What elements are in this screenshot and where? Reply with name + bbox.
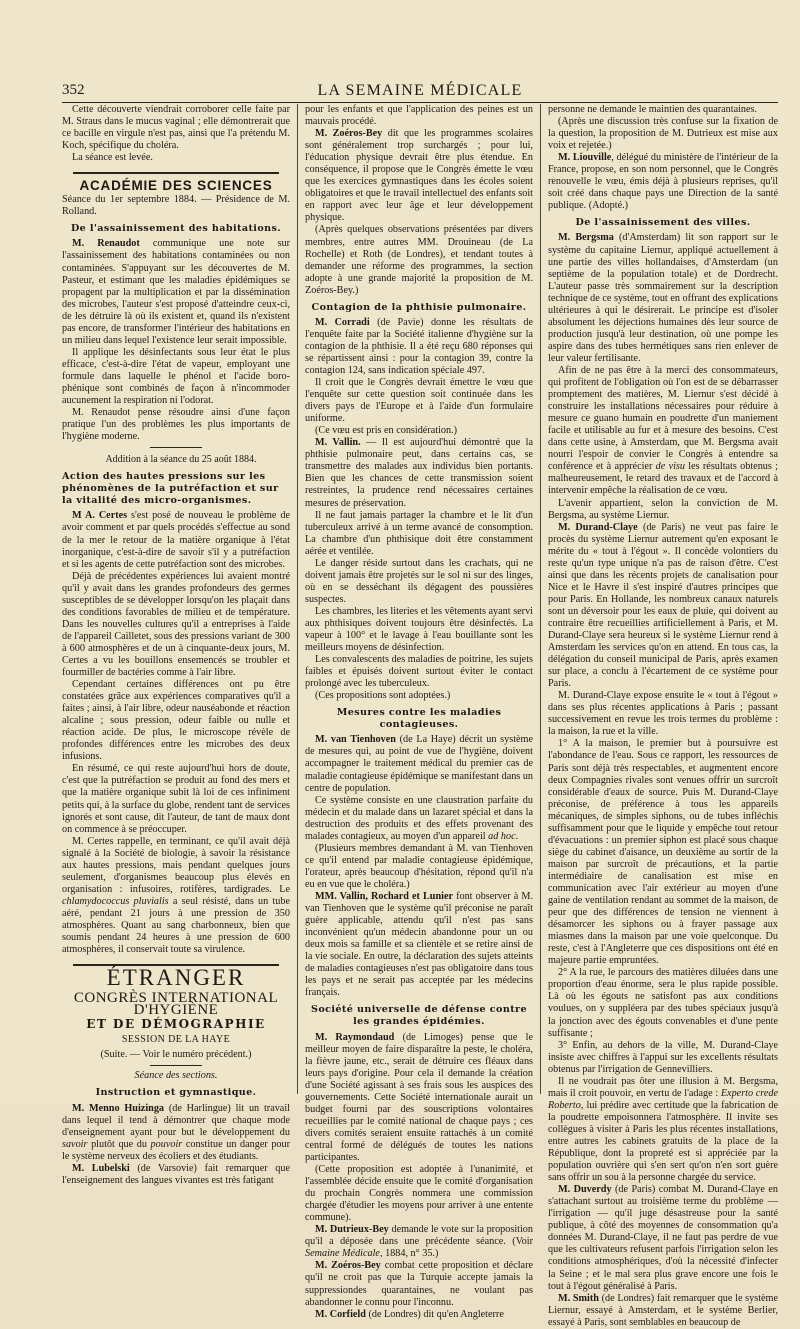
paragraph: M. Certes rappelle, en terminant, ce qu'il avait déjà signalé à la Société de biologie, à savoir la résistance aux hautes pressions, mais pendant quelques jours seulement, d'organismes beaucoup plus élevés en organisation : infusoires, rotifères, tardigrades. Le chlamydococcus pluvialis a seul résisté, dans un tube aéré, pendant 21 jours à une pression de 350 atmosphères. Quant au sang charbonneux, bien que soumis pendant 24 heures à une pression de 600 atmosphères, il conservait toute sa virulence. bbox=[62, 835, 290, 956]
continuation-note: (Suite. — Voir le numéro précédent.) bbox=[100, 1049, 252, 1061]
column-divider bbox=[540, 104, 541, 1094]
paragraph: Il applique les désinfectants sous leur état le plus efficace, c'est-à-dire l'état de vapeur, employant une formule dans laquelle le phénol et l'acide boro-phénique sont combinés de façon à n'incommoder aucunement la respiration ni l'odorat. bbox=[62, 346, 290, 407]
paragraph: Les chambres, les literies et les vêtements ayant servi aux phthisiques doivent toujours être désinfectés. La vapeur à 100° et le lavage à l'eau bouillante sont les meilleurs moyens de désinfection. bbox=[305, 605, 533, 654]
speaker-name: M. Renaudot bbox=[72, 238, 140, 250]
speaker-name: M. Lubelski bbox=[72, 1162, 130, 1174]
speaker-name: M. Zoéros-Bey bbox=[315, 1260, 381, 1272]
paragraph: M. Smith (de Londres) fait remarquer que le système Liernur, essayé à Amsterdam, et le système Berlier, essayé à Paris, sont semblables en beaucoup de bbox=[548, 1292, 778, 1328]
divider bbox=[150, 447, 202, 448]
speaker-name: M. Menno Huizinga bbox=[72, 1102, 165, 1114]
paragraph: pour les enfants et que l'application des peines est un mauvais procédé. bbox=[305, 104, 533, 128]
paragraph: 2° A la rue, le parcours des matières diluées dans une proportion d'eau énorme, sera le plus rapide possible. Là où les égouts ne satisfont pas aux conditions voulues, on y suppléera par des tubes spéciaux jusqu'à la jonction avec des égouts convenables et d'une pente suffisante ; bbox=[548, 967, 778, 1039]
congress-subtitle: ET DE DÉMOGRAPHIE bbox=[86, 1017, 266, 1032]
paragraph: Cependant certaines différences ont pu être constatées grâce aux expériences comparatives qu'il a faites ; ainsi, à l'air libre, odeur nauséabonde et réaction alcaline ; sous pression, odeur faible ou nulle et réaction acide. De plus, le microscope révèle de profondes différences entre les microbes des deux infusions. bbox=[62, 679, 290, 763]
page-header bbox=[62, 80, 778, 103]
paragraph: M. Zoéros-Bey combat cette proposition et déclare qu'il ne croit pas que la Turquie accepte jamais la suppressiondes quarantaines, ne voulant pas abandonner le connu pour l'inconnu. bbox=[305, 1260, 533, 1308]
session-title: Séance des sections. bbox=[134, 1070, 218, 1082]
paragraph: Le danger réside surtout dans les crachats, qui ne doivent jamais être projetés sur le sol ni sur des linges, où en se desséchant ils dégagent des poussières suspectes. bbox=[305, 557, 533, 605]
section-rule bbox=[73, 172, 278, 174]
paragraph: La séance est levée. bbox=[72, 152, 153, 164]
paragraph: M A. Certes s'est posé de nouveau le problème de avoir comment et par quels procédés s'effectue au sond de la mer le retour de la matière organique à l'état inorganique, c'est-à-dire de savoir s'il y a putréfaction et si les agents de cette putréfaction sont des microbes. bbox=[62, 510, 290, 570]
paragraph: Déjà de précédentes expériences lui avaient montré qu'il y avait dans les grandes profondeurs des germes susceptibles de se développer lorsqu'on les plaçait dans des conditions favorables de milieu et de température. Dans les nouvelles cultures qu'il a entreprises à l'aide de l'appareil Cailletet, sous des pressions variant de 300 à 600 atmosphères et de un à cinquante-deux jours, M. Certes a vu les bouillons ensemencés se troubler et fourmiller de bactéries comme à l'air libre. bbox=[62, 570, 290, 679]
section-title: ÉTRANGER bbox=[106, 965, 246, 991]
paragraph: M. Durand-Claye expose ensuite le « tout à l'égout » dans ses plus récentes applications à Paris ; passant successivement en revue les trois termes du problème : la maison, la rue et la ville. bbox=[548, 690, 778, 738]
paragraph: M. Raymondaud (de Limoges) pense que le meilleur moyen de faire disparaître la peste, le choléra, la fièvre jaune, etc., serait de détruire ces fléaux dans leurs pays d'origine. Pour cela il demande la création d'une Société agissant à ses frais sous les auspices des gouvernements. Cette Société internationale aurait un budget fourni par des souscriptions volontaires recueillies par le comité national de chaque pays ; ces divers comités seraient ensuite rattachés à un comité central formé de délégués de toutes les nations participantes. bbox=[305, 1031, 534, 1163]
speaker-name: M. Vallin. bbox=[315, 437, 361, 449]
paragraph: Il croit que le Congrès devrait émettre le vœu que l'enquête sur cette question soit continuée dans les divers pays de l'Europe et à l'aide d'un formulaire uniforme. bbox=[305, 377, 533, 425]
speaker-name: M A. Certes bbox=[72, 510, 128, 522]
paragraph: M. Renaudot communique une note sur l'assainissement des habitations contaminées ou non contaminées. S'appuyant sur les découvertes de M. Pasteur, et estimant que les maladies épidémiques se propagent par la multiplication et par la dissémination des microbes, l'auteur s'est proposé d'atteindre ceux-ci, de les détruire là où ils existent et, quand ils n'existent pas encore, de transformer l'intérieur des habitations en un milieu dans lequel l'existence leur serait impossible. bbox=[62, 238, 290, 346]
paragraph: Il ne faut jamais partager la chambre et le lit d'un tuberculeux arrivé à un terme avancé de consomption. La chambre d'un phthisique doit être constamment aérée et ventilée. bbox=[305, 509, 533, 557]
speaker-name: M. Zoéros-Bey bbox=[315, 128, 383, 140]
journal-title: LA SEMAINE MÉDICALE bbox=[317, 82, 523, 99]
paragraph: (Après une discussion très confuse sur la fixation de la question, la proposition de M. Dutrieux est mise aux voix et rejetée.) bbox=[548, 116, 778, 152]
page-number: 352 bbox=[62, 82, 85, 98]
subsection-title: Contagion de la phthisie pulmonaire. bbox=[311, 301, 527, 313]
paragraph: M. Renaudot pense résoudre ainsi d'une façon pratique l'un des problèmes les plus importants de l'hygiène moderne. bbox=[62, 407, 290, 443]
paragraph: Cette découverte viendrait corroborer celle faite par M. Straus dans le mucus vaginal ; elle démontrerait que ce bacille en virgule n'est pas, ainsi que l'a prétendu M. Koch, spécifique du choléra. bbox=[62, 104, 290, 152]
paragraph: personne ne demande le maintien des quarantaines. bbox=[548, 104, 758, 115]
subsection-title: Mesures contre les maladies contagieuses. bbox=[336, 707, 502, 731]
paragraph: (Ces propositions sont adoptées.) bbox=[315, 690, 451, 702]
speaker-name: M. Raymondaud bbox=[315, 1031, 395, 1043]
subsection-title: De l'assainissement des habitations. bbox=[70, 223, 282, 235]
paragraph: M. Dutrieux-Bey demande le vote sur la proposition qu'il a déposée dans une précédente séance. (Voir Semaine Médicale, 1884, n° 35.) bbox=[305, 1224, 533, 1260]
paragraph: 3° Enfin, au dehors de la ville, M. Durand-Claye insiste avec chiffres à l'appui sur les excellents résultats obtenus par l'irrigation de Gennevilliers. bbox=[548, 1039, 778, 1075]
paragraph: (Cette proposition est adoptée à l'unanimité, et l'assemblée décide ensuite que le comité d'organisation du prochain Congrès nommera une commission chargée d'étudier les moyens pour arriver à une entente commune). bbox=[305, 1164, 533, 1224]
paragraph: (Ce vœu est pris en considération.) bbox=[315, 425, 458, 437]
paragraph: MM. Vallin, Rochard et Lunier font observer à M. van Tienhoven que le système qu'il préconise ne paraît guère applicable, attendu qu'il n'est pas sans inconvénient qu'un médecin abandonne pour un ou deux mois sa famille et sa clientèle et se retire ainsi de la vie sociale. En outre, la déclaration des sujets atteints de maladies contagieuses n'est pas obligatoire dans tous les pays et ne serait pas acceptée par les médecins français. bbox=[305, 891, 533, 999]
speaker-name: M. Duverdy bbox=[558, 1184, 612, 1196]
paragraph: M. Durand-Claye (de Paris) ne veut pas faire le procès du système Liernur autrement qu'en exposant le mérite du « tout à l'égout ». Il concède volontiers du reste qu'un type unique n'a pas de raison d'être. C'est ainsi que dans les récents projets de canalisation pour Nice et le Havre il s'est inspiré d'autres principes que pour Paris. En Hollande, les nombreux canaux naturels sont un déversoir pour les eaux de pluie, qui doivent au contraire être recueillies artificiellement à Paris, et M. Durand-Claye sera heureux si le système Liernur rend à Amsterdam les services qu'on en attend. En tous cas, la délégation du conseil municipal de Paris, après examen sur place, a conclu à l'écartement de ce système pour Paris. bbox=[548, 521, 779, 690]
speaker-name: M. Corradi bbox=[315, 316, 370, 328]
paragraph: M. van Tienhoven (de La Haye) décrit un système de mesures qui, au point de vue de l'hygiène, doivent accompagner le traitement médical du premier cas de maladie contagieuse épidémique se manifestant dans un centre de population. bbox=[305, 734, 534, 794]
paragraph: M. Vallin. — Il est aujourd'hui démontré que la phthisie pulmonaire peut, dans certains cas, se transmettre des malades aux individus bien portants. Bien que les chances de cette transmission soient restreintes, la prudence rend nécessaires certaines mesures de préservation. bbox=[305, 437, 534, 509]
paragraph: L'avenir appartient, selon la conviction de M. Bergsma, au système Liernur. bbox=[548, 497, 778, 521]
session-line: Séance du 1er septembre 1884. — Présidence de M. Rolland. bbox=[62, 194, 290, 218]
speaker-name: M. Durand-Claye bbox=[558, 521, 638, 533]
speaker-name: M. Dutrieux-Bey bbox=[315, 1224, 389, 1236]
paragraph: Afin de ne pas être à la merci des consommateurs, qui profitent de l'obligation où l'on est de se débarrasser promptement des matières, M. Liernur s'est décidé à construire les installations nécessaires pour réduire à mesure ce guano humain en poudrette d'un maniement facile et utilisable au fur et à mesure des besoins. C'est dans cette usine, à Amsterdam, que M. Bergsma avait nourri l'espoir de convier le Congrès à entendre sa conférence et à apprécier de visu les résultats obtenus ; malheureusement, le retard des travaux et de l'accord à intervenir empêche la réalisation de ce vœu. bbox=[548, 364, 778, 497]
speaker-name: MM. Vallin, Rochard et Lunier bbox=[315, 891, 454, 902]
divider bbox=[150, 1065, 202, 1066]
paragraph: M. Zoéros-Bey dit que les programmes scolaires sont généralement trop surchargés ; pour lui, l'éducation physique devrait être plus étendue. En conséquence, il propose que le Congrès émette le vœu que les exercices gymnastiques dans les écoles soient obligatoires et que le travail intellectuel des enfants soit en rapport avec leur âge et leur développement physique. bbox=[305, 128, 533, 224]
subsection-title: Action des hautes pressions sur les phénomènes de la putréfaction et sur la vitalité des micro-organismes. bbox=[62, 471, 279, 507]
paragraph: 1° A la maison, le premier but à poursuivre est l'abondance de l'eau. Sous ce rapport, les ressources de Paris sont déjà très respectables, et augmentent encore deux Compagnies rivales sont venues offrir un surcroît considérable d'eaux de source. Puis M. Durand-Claye préconise, de préférence à tous les appareils mécaniques, de simples siphons, ou de tubes infléchis suffisamment pour que le liquide y empêche tout retour d'évacuations : un premier siphon est placé sous chaque siège du cabinet d'aisance, un deuxième au sortir de la maison par surcroît de précautions, et la partie intermédiaire de canalisation est mise en communication avec l'air extérieur au moyen d'une gaine de ventilation rendant au sommet de la maison, de peur que des différences de tension ne viennent à désamorcer les siphons ou à frayer passage aux miasmes dans la maison par une voie quelconque. Du reste, c'est à l'Angleterre que ces dispositions ont été en majeure partie empruntées. bbox=[548, 738, 778, 967]
paragraph: Il ne voudrait pas ôter une illusion à M. Bergsma, mais il croit pouvoir, en vertu de l'adage : Experto crede Roberto, lui prédire avec certitude que la fabrication de la poudrette empoisonnera l'atmosphère. Il invite ses collègues à visiter à Paris les plus récentes installations, entre autres les cabinets gratuits de la place de la République, dont la propreté est si appréciée par la population ouvrière qui s'en sert qu'on n'en sort guère sans offrir un sou à la personne chargée du service. bbox=[548, 1075, 778, 1184]
column-1 bbox=[62, 104, 291, 1186]
speaker-name: M. van Tienhoven bbox=[315, 734, 396, 746]
column-divider bbox=[297, 104, 298, 1094]
addition-line: Addition à la séance du 25 août 1884. bbox=[105, 454, 257, 466]
paragraph: M. Lubelski (de Varsovie) fait remarquer que l'enseignement des langues vivantes est très fatigant bbox=[62, 1162, 291, 1186]
congress-title: CONGRÈS INTERNATIONAL D'HYGIÈNE bbox=[73, 990, 279, 1019]
speaker-name: M. Corfield bbox=[315, 1308, 366, 1320]
session-name: SESSION DE LA HAYE bbox=[121, 1034, 231, 1046]
paragraph: (Après quelques observations présentées par divers membres, entre autres MM. Drouineau (de La Rochelle) et Roth (de Londres), et tendant toutes à demander une réforme des programmes, la section adopte à une grande majorité la proposition de M. Zoéros-Bey.) bbox=[305, 224, 533, 296]
subsection-title: De l'assainissement des villes. bbox=[575, 217, 751, 229]
paragraph: M. Menno Huizinga (de Harlingue) lit un travail dans lequel il tend à démontrer que chaque mode d'enseignement ayant pour but le développement du savoir plutôt que du pouvoir constitue un danger pour le système nerveux des écoliers et des étudiants. bbox=[62, 1102, 291, 1162]
paragraph: M. Bergsma (d'Amsterdam) lit son rapport sur le système du capitaine Liernur, appliqué actuellement à une partie des villes hollandaises, d'Amsterdam (un septième de la population totale) et de Dordrecht. L'auteur passe très sommairement sur la description technique de ce système, tout en offrant des explications ultérieures à qui le désirerait. Le principe est d'isoler absolument les déjections humaines dès leur source de production jusqu'à leur destination, où une pompe les aspire dans des tubes hermétiques sans rien enlever de leur valeur fertilisante. bbox=[548, 232, 779, 364]
paragraph: (Plusieurs membres demandant à M. van Tienhoven ce qu'il entend par maladie contagieuse épidémique, l'orateur, après beaucoup d'hésitation, répond qu'il n'a eu en vue que le choléra.) bbox=[305, 842, 533, 890]
paragraph: M. Corfield (de Londres) dit qu'en Angleterre bbox=[315, 1308, 504, 1320]
paragraph: Les convalescents des maladies de poitrine, les sujets faibles et épuisés doivent surtout éviter le contact prolongé avec les tuberculeux. bbox=[305, 654, 533, 690]
paragraph: Ce système consiste en une claustration parfaite du médecin et du malade dans un lazaret spécial et dans la destruction des produits et des effets provenant des malades contagieux, au moyen d'un appareil ad hoc. bbox=[305, 794, 533, 842]
paragraph: M. Liouville, délégué du ministère de l'intérieur de la France, propose, en son nom personnel, que le Congrès renouvelle le vœu, émis déjà à plusieurs reprises, qu'il soit créé dans chaque pays une Direction de la santé publique. (Adopté.) bbox=[548, 152, 778, 212]
subsection-title: Instruction et gymnastique. bbox=[95, 1087, 257, 1099]
section-title: ACADÉMIE DES SCIENCES bbox=[79, 178, 273, 194]
paragraph: M. Duverdy (de Paris) combat M. Durand-Claye en s'attachant surtout au troisième terme du problème — l'irrigation — qu'il juge désastreuse pour la santé publique, à côté des moyennes de consommation qu'a données M. Durand-Claye, il ne faut pas perdre de vue que les cultivateurs refusent parfois l'irrigation selon les conditions atmosphériques, d'où la nécessité d'infecter la Seine ; et le mal sera plus grave encore une fois le tout à l'égout généralisé à Paris. bbox=[548, 1184, 778, 1292]
paragraph: En résumé, ce qui reste aujourd'hui hors de doute, c'est que la putréfaction se produit au fond des mers et que la matière organique subit là loi de ces infiniment petits qui, à la surface du globe, rendent tant de services ignorés et sont cause, dit l'auteur, de tant de maux dont on commence à se préoccuper. bbox=[62, 763, 291, 835]
subsection-title: Société universelle de défense contre les grandes épidémies. bbox=[311, 1004, 527, 1028]
paragraph: M. Corradi (de Pavie) donne les résultats de l'enquête faite par la Société italienne d'hygiène sur la contagion de la phthisie. Il a été reçu 680 réponses qui se répartissent ainsi : pour la contagion 39, contre la contagion 124, sans indication spéciale 497. bbox=[305, 316, 533, 376]
speaker-name: M. Smith bbox=[558, 1292, 599, 1304]
speaker-name: M. Liouville bbox=[558, 152, 612, 164]
speaker-name: M. Bergsma bbox=[558, 232, 614, 244]
column-2 bbox=[305, 104, 534, 1320]
column-3 bbox=[548, 104, 779, 1328]
